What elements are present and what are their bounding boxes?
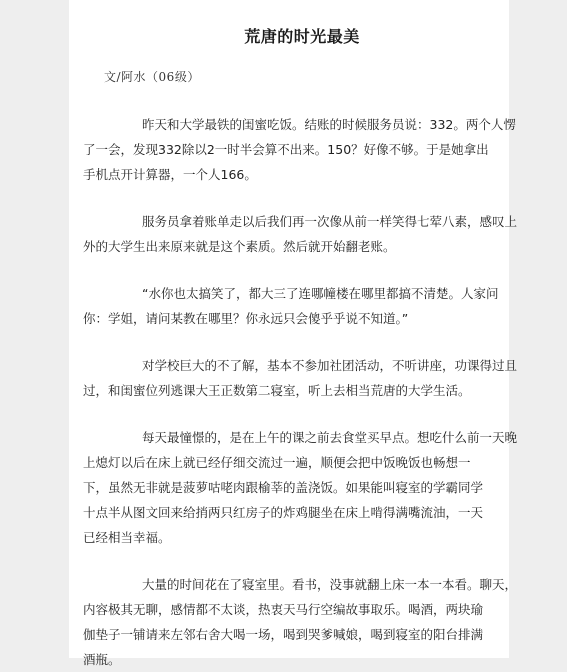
paragraph-line: 你：学姐，请问某教在哪里？你永远只会傻乎乎说不知道。”: [83, 311, 409, 326]
paragraph-line: 手机点开计算器，一个人166。: [83, 167, 257, 182]
paragraph-line: 酒瓶。: [83, 652, 121, 667]
paragraph-line: 了一会，发现332除以2一时半会算不出来。150？好像不够。于是她拿出: [83, 142, 489, 157]
paragraph-line: 已经相当幸福。: [83, 530, 171, 545]
paragraph-line: 外的大学生出来原来就是这个素质。然后就开始翻老账。: [83, 239, 396, 254]
paragraph-line: 过，和闺蜜位列逃课大王正数第二寝室，听上去相当荒唐的大学生活。: [83, 383, 471, 398]
article-author: 文/阿水（06级）: [104, 70, 200, 84]
paragraph-line: 大量的时间花在了寝室里。看书，没事就翻上床一本一本看。聊天，: [142, 577, 518, 592]
paragraph-line: 每天最憧憬的，是在上午的课之前去食堂买早点。想吃什么前一天晚: [142, 430, 518, 445]
paragraph: [83, 425, 518, 550]
paragraph: [83, 281, 499, 331]
paragraph-line: “水你也太搞笑了，都大三了连哪幢楼在哪里都搞不清楚。人家问: [142, 286, 499, 301]
paragraph-line: 昨天和大学最铁的闺蜜吃饭。结账的时候服务员说：332。两个人愣: [142, 117, 516, 132]
paragraph-line: 伽垫子一铺请来左邻右舍大喝一场，喝到哭爹喊娘，喝到寝室的阳台排满: [83, 627, 484, 642]
article-title: 荒唐的时光最美: [244, 27, 360, 46]
paragraph-line: 下，虽然无非就是菠萝咕咾肉跟榆莘的盖浇饭。如果能叫寝室的学霸同学: [83, 480, 484, 495]
paragraph: [83, 112, 516, 187]
paragraph: [83, 353, 518, 403]
paragraph-line: 十点半从图文回来给捎两只红房子的炸鸡腿坐在床上啃得满嘴流油，一天: [83, 505, 484, 520]
paragraph: [83, 209, 518, 259]
paragraph-line: 上熄灯以后在床上就已经仔细交流过一遍，顺便会把中饭晚饭也畅想一: [83, 455, 471, 470]
paragraph: [83, 572, 518, 672]
paragraph-line: 内容极其无聊，感情都不太谈，热衷天马行空编故事取乐。喝酒，两块瑜: [83, 602, 484, 617]
article-page: [69, 0, 518, 667]
paragraph-line: 服务员拿着账单走以后我们再一次像从前一样笑得七荤八素，感叹上: [142, 214, 518, 229]
paragraph-line: 对学校巨大的不了解，基本不参加社团活动，不听讲座，功课得过且: [142, 358, 518, 373]
